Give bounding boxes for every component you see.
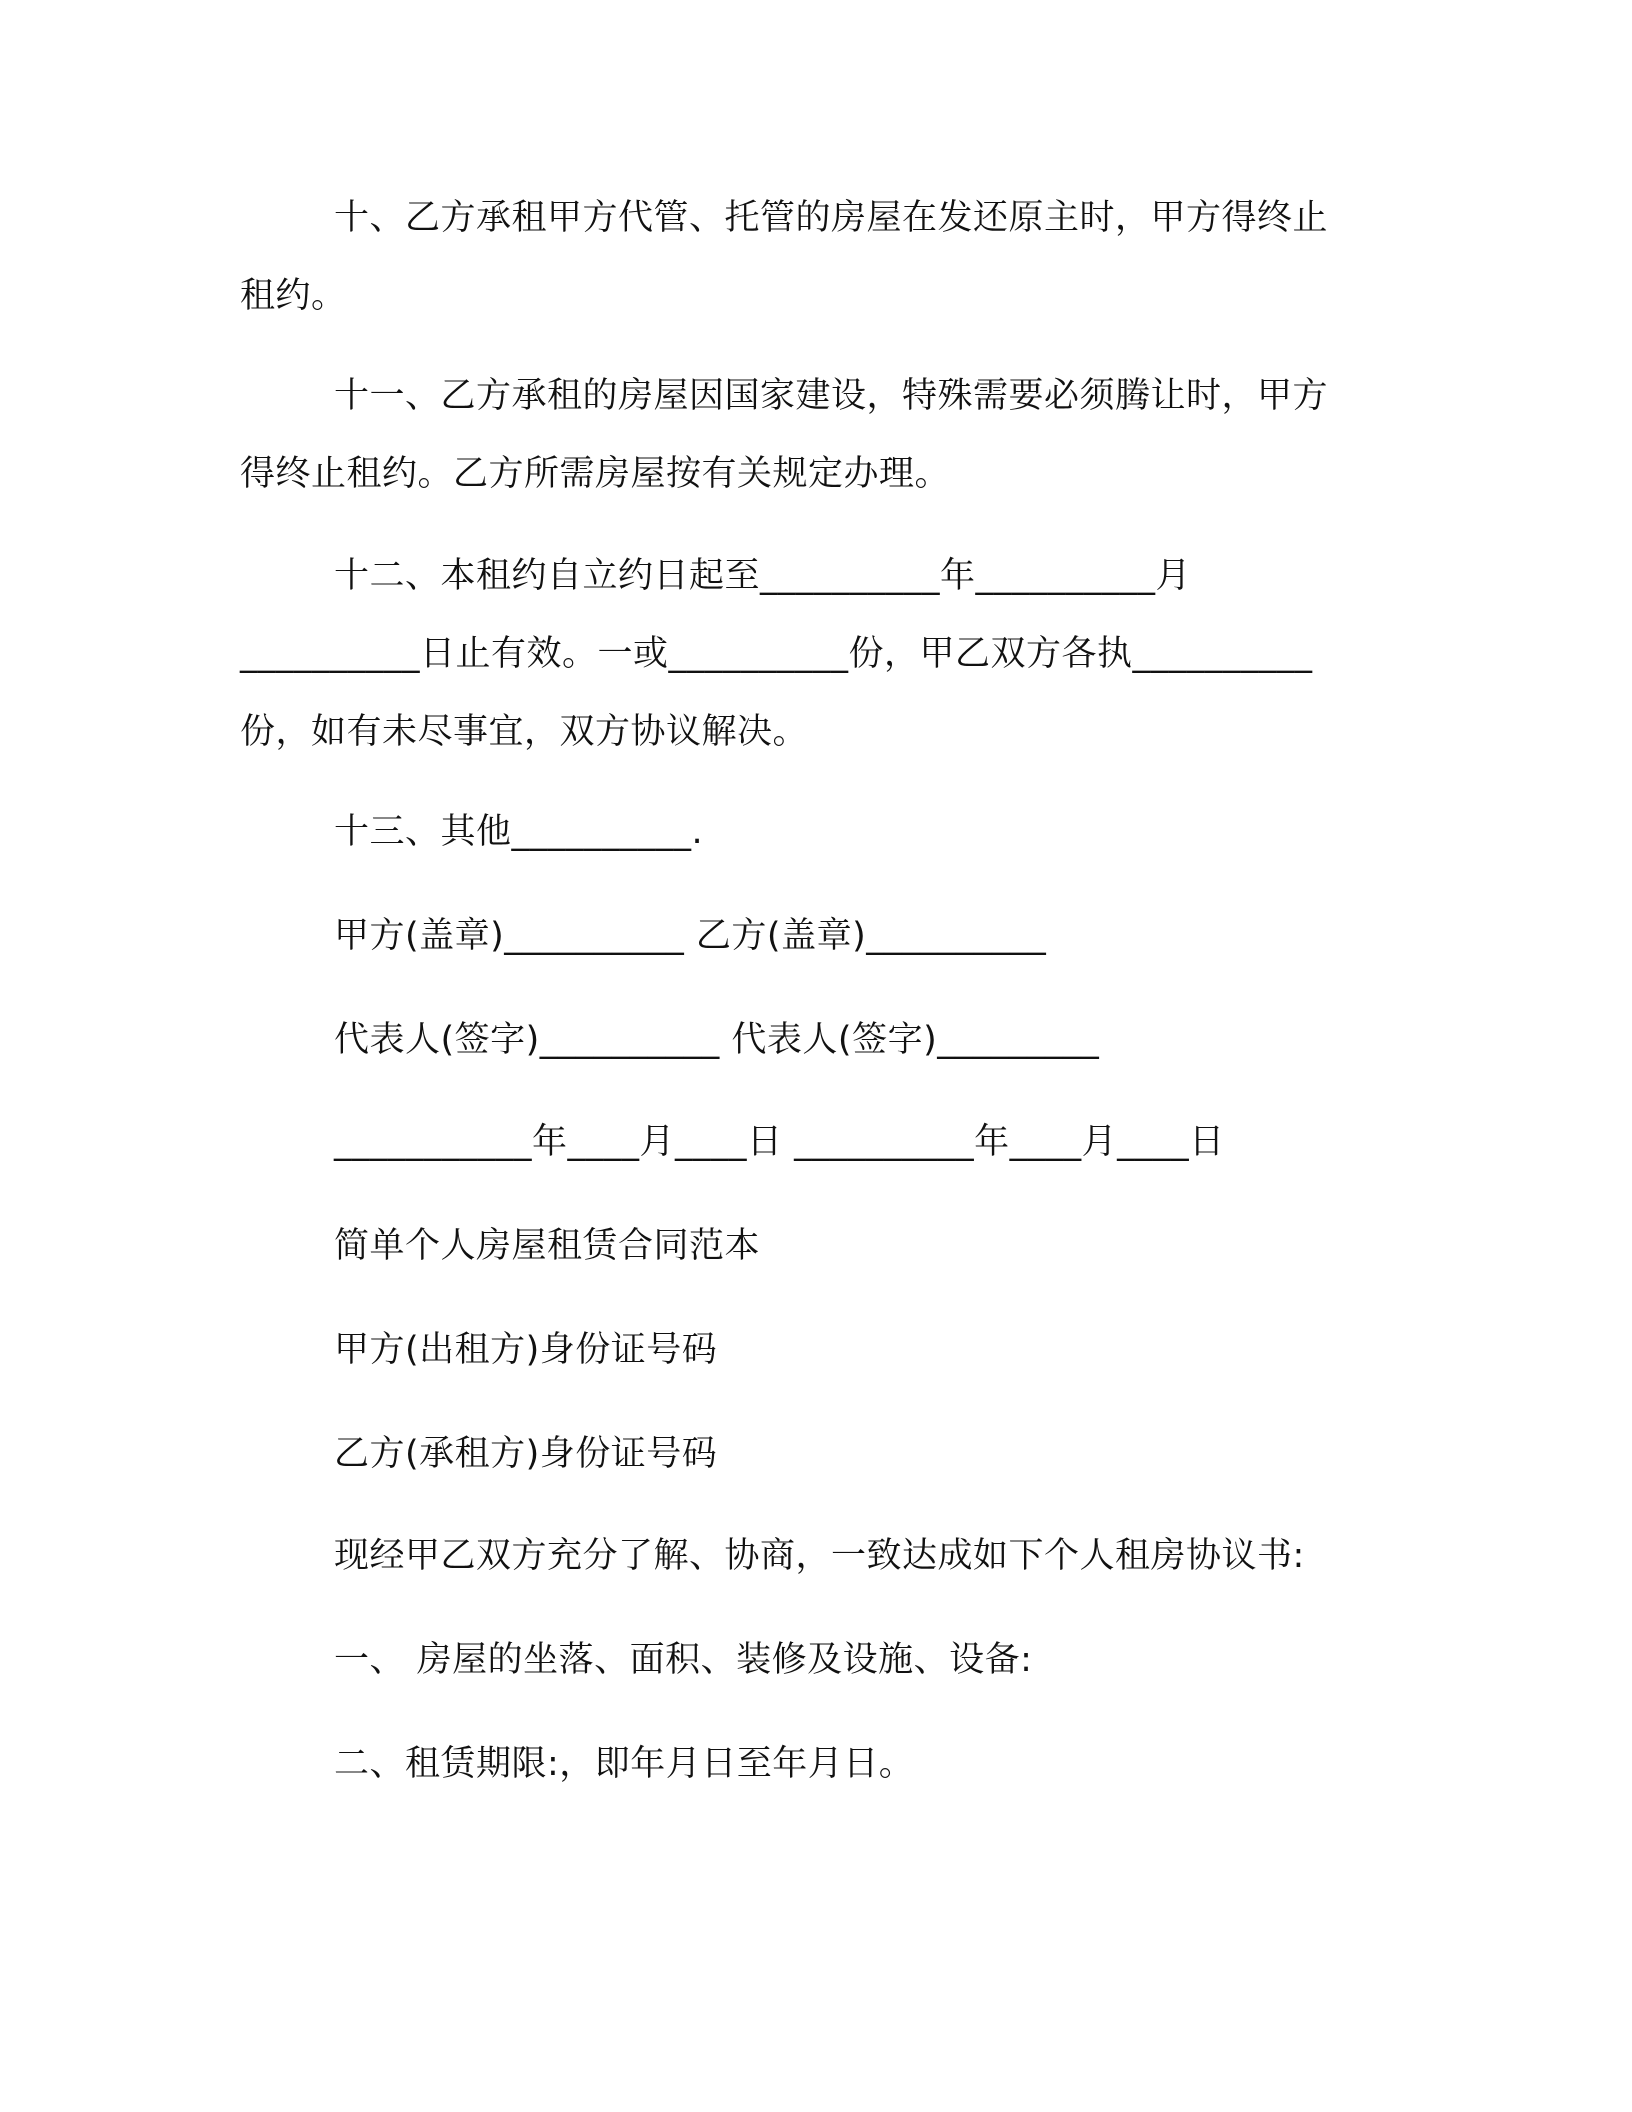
clause-11-line-2: 得终止租约。乙方所需房屋按有关规定办理。: [240, 454, 951, 494]
clause-11-line-1: 十一、乙方承租的房屋因国家建设，特殊需要必须腾让时，甲方: [334, 376, 1329, 416]
seal-line: 甲方(盖章)__________ 乙方(盖章)__________: [334, 916, 1047, 956]
clause-10-line-1: 十、乙方承租甲方代管、托管的房屋在发还原主时，甲方得终止: [334, 198, 1329, 238]
party-a-id-line: 甲方(出租方)身份证号码: [334, 1330, 718, 1370]
date-line: ___________年____月____日 __________年____月____日: [334, 1122, 1225, 1162]
clause-12-line-1: 十二、本租约自立约日起至__________年__________月: [334, 556, 1192, 596]
clause-10-line-2: 租约。: [240, 276, 347, 316]
item-2-lease-term: 二、租赁期限:，即年月日至年月日。: [334, 1744, 915, 1784]
representative-line: 代表人(签字)__________ 代表人(签字)_________: [334, 1020, 1100, 1060]
clause-12-line-2: __________日止有效。一或__________份，甲乙双方各执__________: [240, 634, 1313, 674]
agreement-intro: 现经甲乙双方充分了解、协商，一致达成如下个人租房协议书:: [334, 1536, 1305, 1576]
second-contract-title: 简单个人房屋租赁合同范本: [334, 1226, 761, 1266]
clause-13: 十三、其他__________.: [334, 812, 704, 852]
item-1-property-details: 一、 房屋的坐落、面积、装修及设施、设备:: [334, 1640, 1033, 1680]
clause-12-line-3: 份，如有未尽事宜，双方协议解决。: [240, 712, 809, 752]
party-b-id-line: 乙方(承租方)身份证号码: [334, 1434, 718, 1474]
